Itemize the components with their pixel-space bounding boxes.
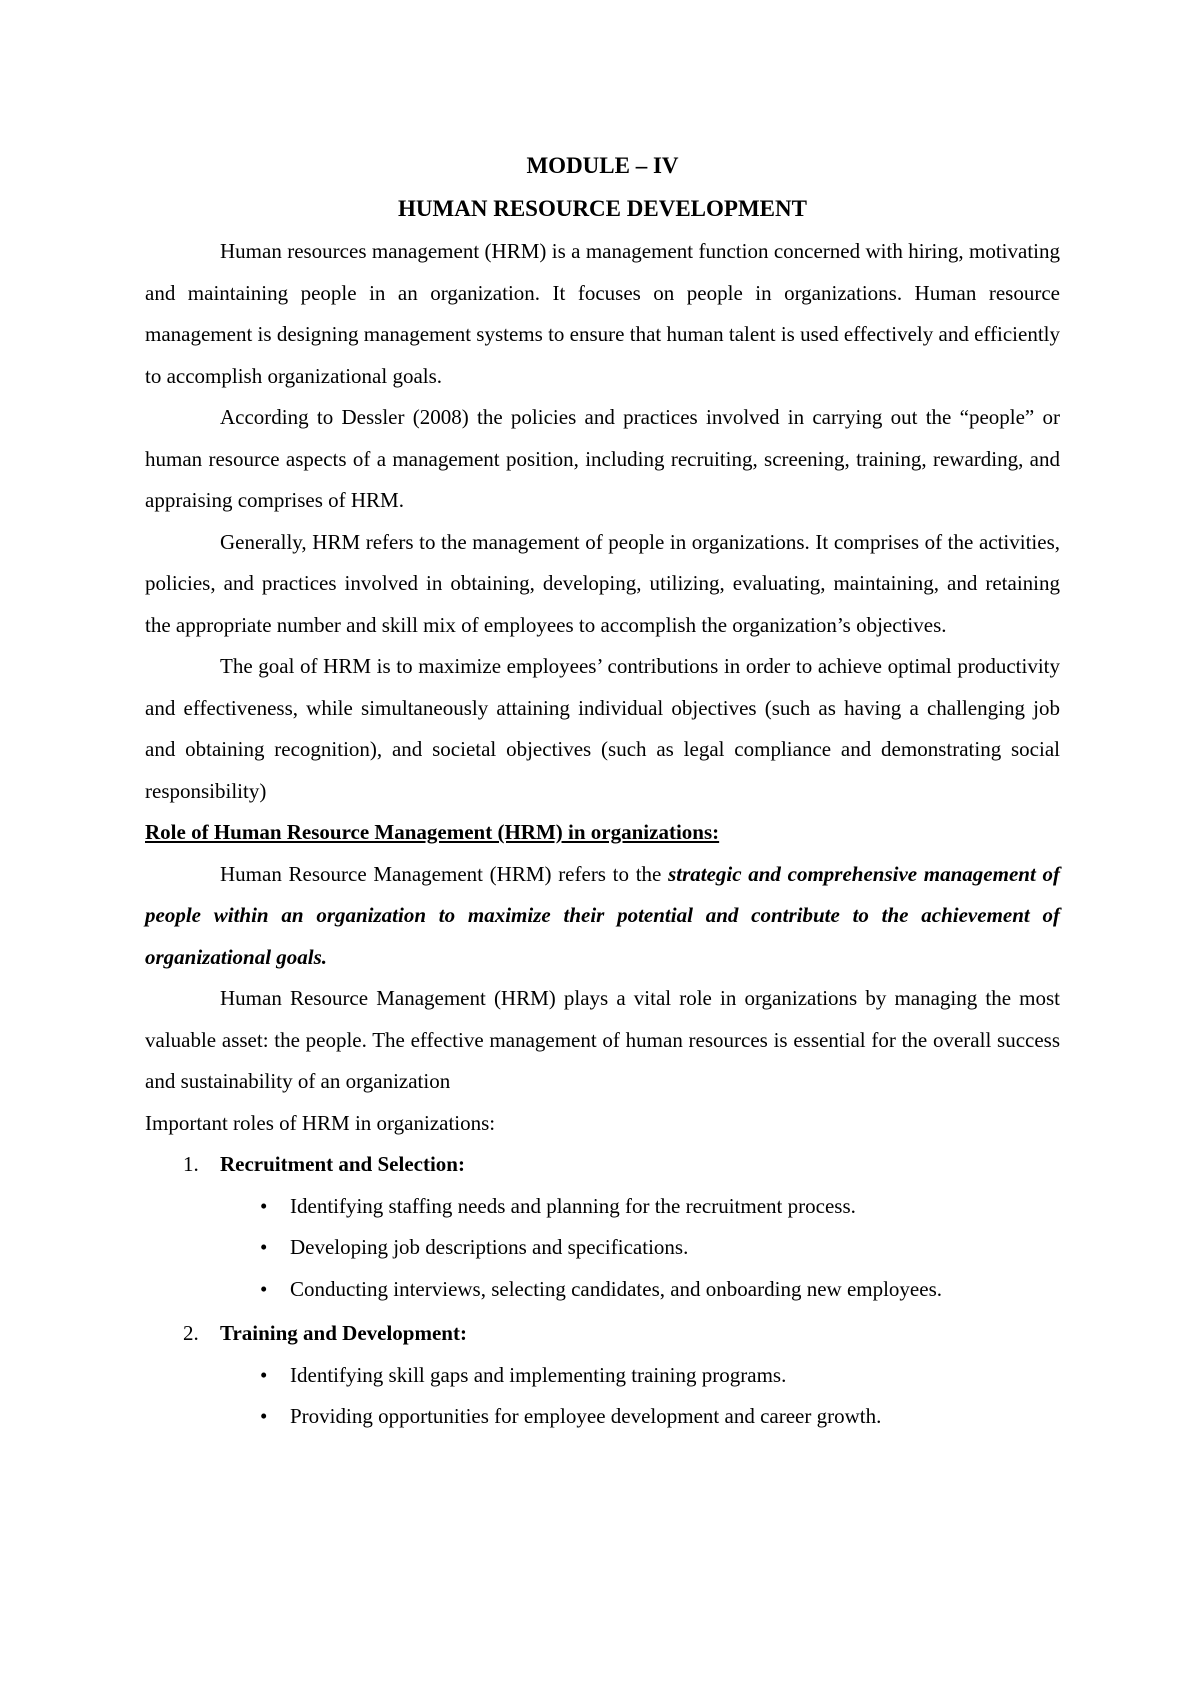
list-item [220,1396,1060,1438]
role-paragraph: Human Resource Management (HRM) plays a vital role in organizations by managing the most valuable asset: the people. The effective management of human resources is essential for the overall success and sustainability of an organization [145,986,1060,1093]
intro-paragraph-3: Generally, HRM refers to the management of people in organizations. It comprises of the activities, policies, and practices involved in obtaining, developing, utilizing, evaluating, maintaining, and retaining the appropriate number and skill mix of employees to accomplish the organization’s objectives. [145,529,1060,637]
list-item-text: Providing opportunities for employee development and career growth. [290,1404,882,1428]
list-item [220,1227,1060,1269]
role-definition-paragraph [145,854,1060,979]
role-item-recruitment [145,1144,1060,1310]
intro-paragraph-2: According to Dessler (2008) the policies and practices involved in carrying out the “people” or human resource aspects of a management position, including recruiting, screening, training, rewarding, and appraising comprises of HRM. [145,405,1060,512]
list-item-text: Identifying staffing needs and planning for the recruitment process. [290,1193,856,1218]
document-page [145,145,1060,1441]
list-item [220,1269,1060,1311]
intro-paragraph-1: Human resources management (HRM) is a management function concerned with hiring, motivating and maintaining people in an organization. It focuses on people in organizations. Human resource management is designing management systems to ensure that human talent is used effectively and efficiently to accomplish organizational goals. [145,239,1060,388]
list-item [220,1355,1060,1397]
bullet-icon: • [260,1235,268,1259]
role-definition-emphasis: strategic and comprehensive management of people within an organization to maximize their potential and contribute to the achievement of organizational goals. [145,861,1060,969]
list-item [220,1186,1060,1228]
list-item-text: Identifying skill gaps and implementing training programs. [290,1362,787,1387]
module-title: MODULE – IV [526,153,679,178]
role-number: 1. [183,1152,199,1176]
bullet-icon: • [260,1404,268,1428]
bullet-icon: • [260,1193,268,1218]
role-item-training [145,1313,1060,1438]
list-item-text: Developing job descriptions and specifications. [290,1235,689,1259]
roles-list [145,1144,1060,1438]
role-points [220,1186,1060,1311]
subject-title: HUMAN RESOURCE DEVELOPMENT [398,196,807,221]
role-points [220,1355,1060,1438]
intro-paragraph-4: The goal of HRM is to maximize employees’ contributions in order to achieve optimal productivity and effectiveness, while simultaneously attaining individual objectives (such as having a challenging job and obtaining recognition), and societal objectives (such as legal compliance and demonstrating social responsibility) [145,654,1060,803]
bullet-icon: • [260,1276,268,1301]
role-number: 2. [183,1321,199,1345]
role-title: Recruitment and Selection: [220,1152,465,1176]
role-definition-lead: Human Resource Management (HRM) refers to the [220,861,669,886]
bullet-icon: • [260,1362,268,1387]
role-section-title: Role of Human Resource Management (HRM) in organizations: [145,820,720,844]
roles-intro: Important roles of HRM in organizations: [145,1110,496,1135]
role-title: Training and Development: [220,1321,467,1345]
list-item-text: Conducting interviews, selecting candidates, and onboarding new employees. [290,1276,942,1301]
